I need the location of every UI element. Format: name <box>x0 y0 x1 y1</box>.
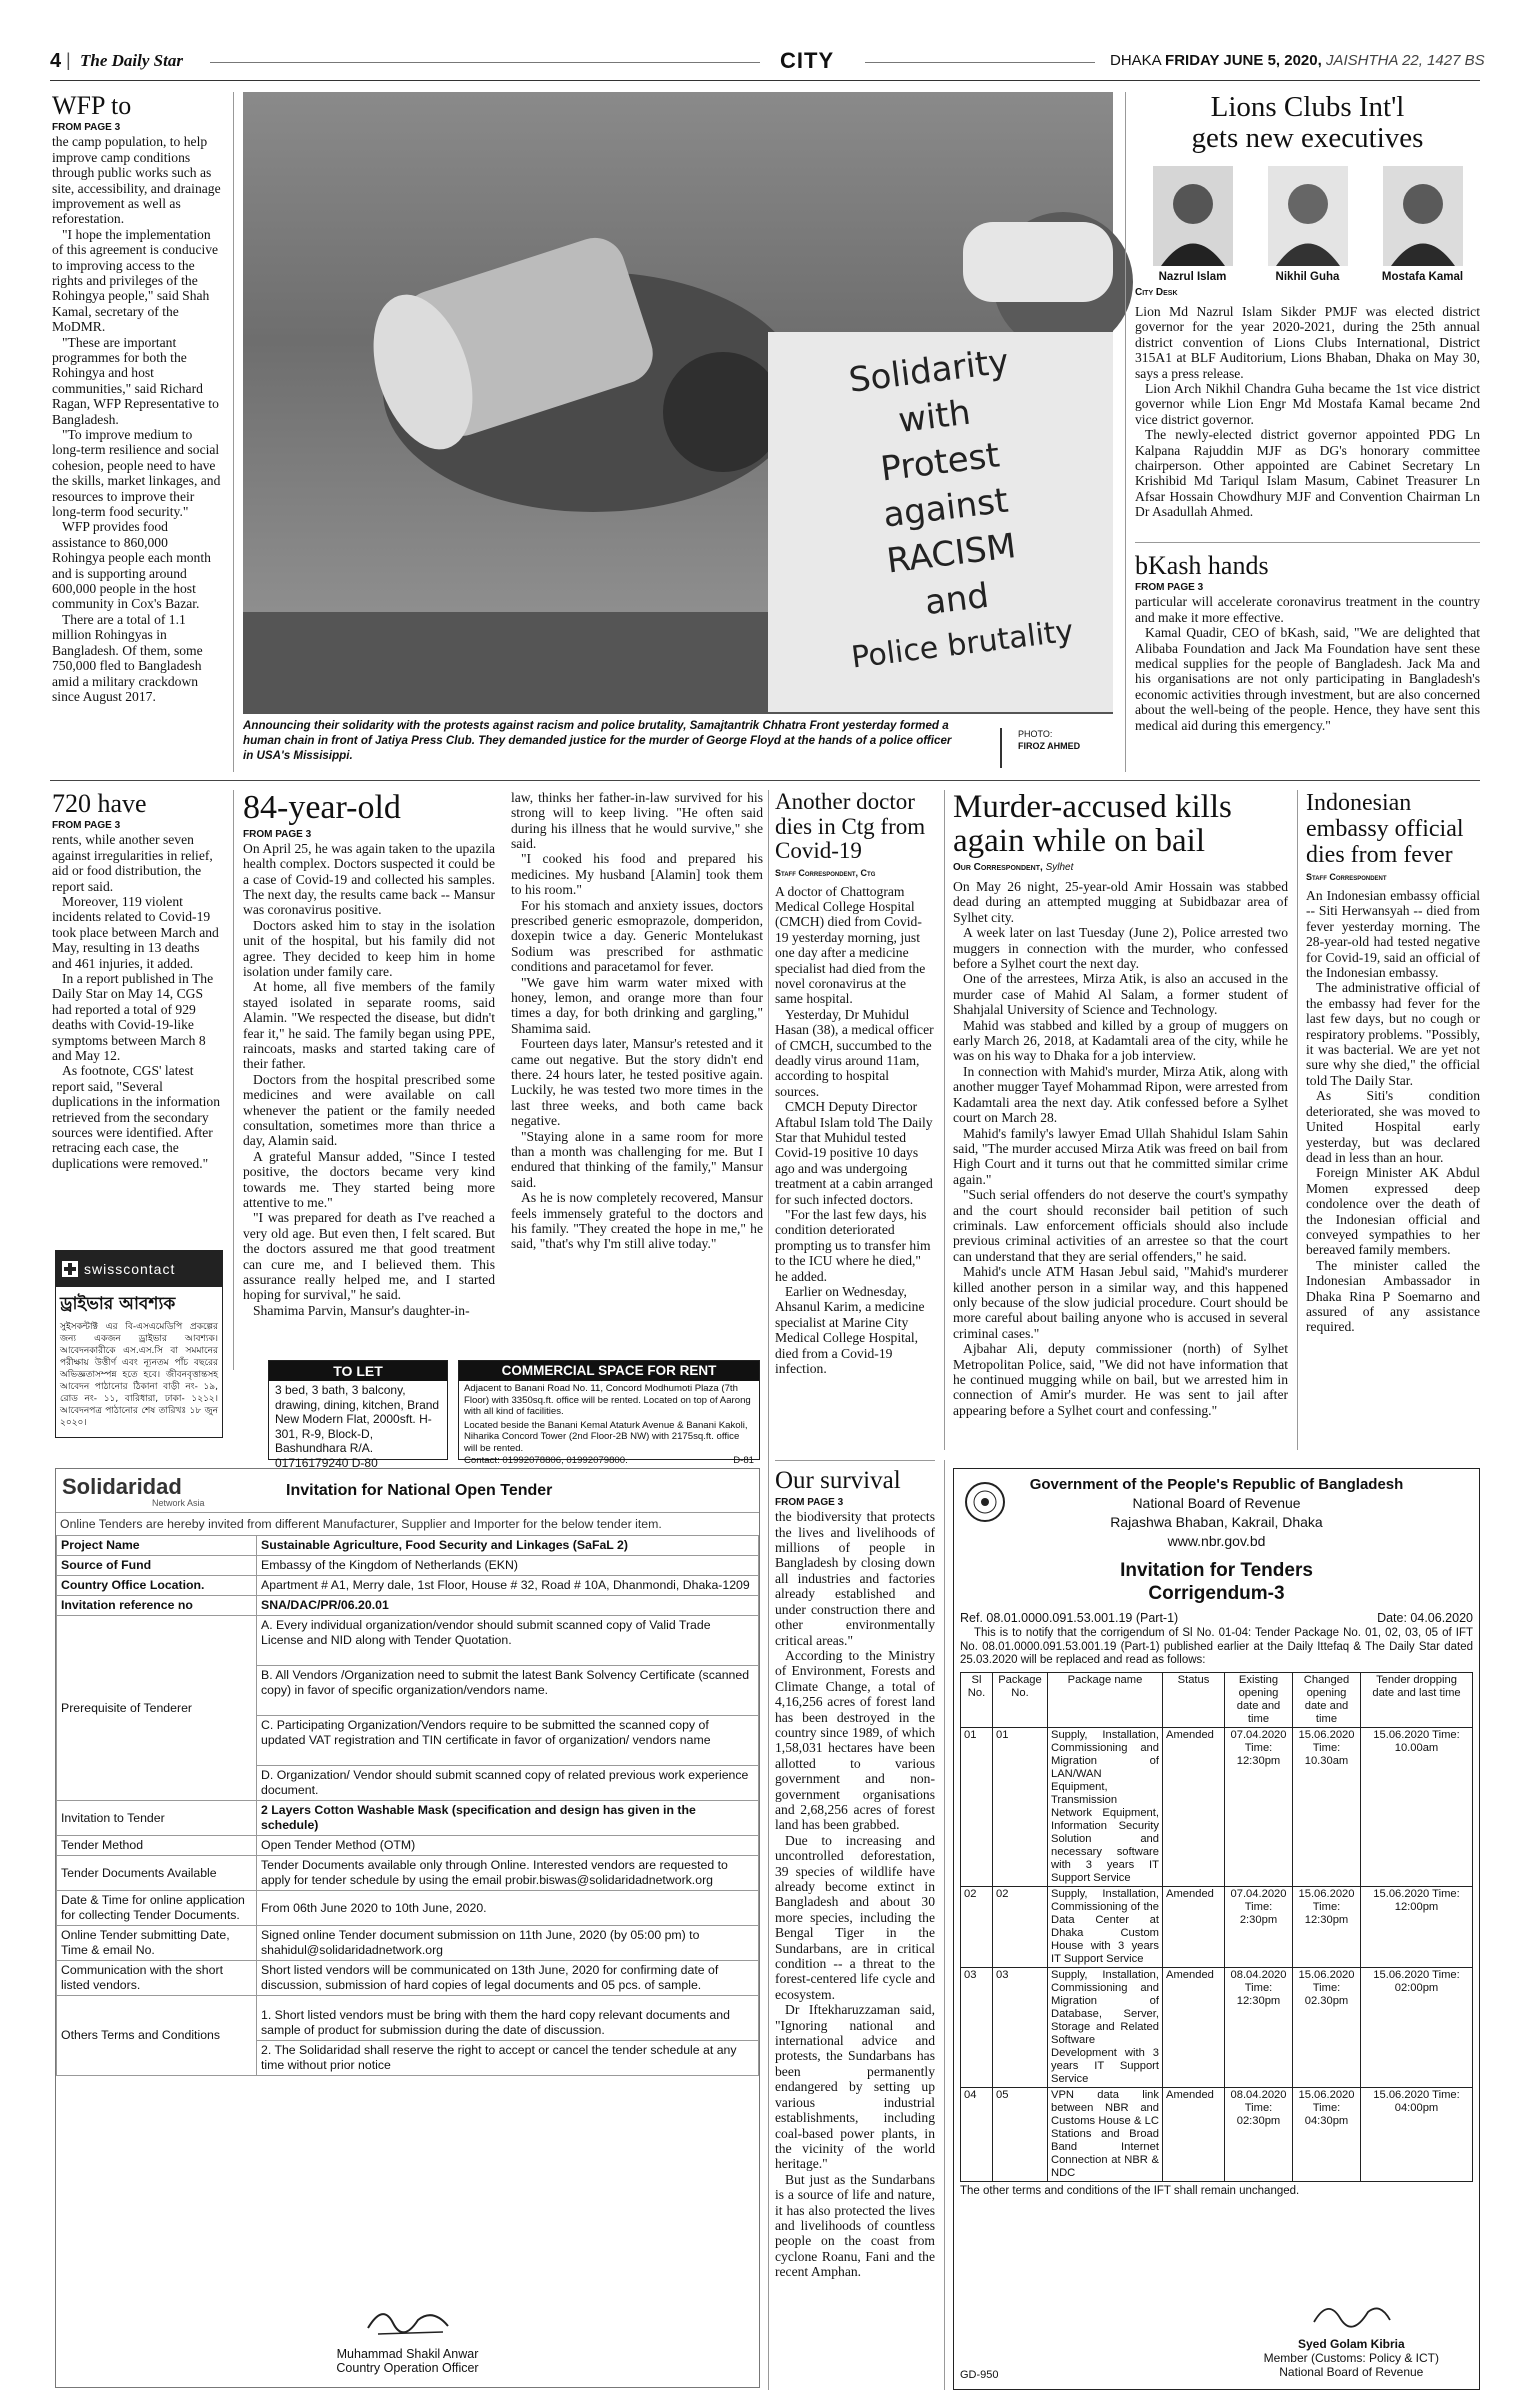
table-header-row: Sl No. Package No. Package name Status Existing opening date and time Changed opening date and time Tender dropping date and last time <box>961 1672 1473 1727</box>
indonesian-story: Indonesian embassy official dies from fever Staff Correspondent An Indonesian embassy official -- Siti Herwansyah -- died from fever yesterday morning. The 28-year-old had tested negative for Covid-19, said an official of the Indonesian embassy. The administrative official of the embassy had fever for the last few days, but no cough or respiratory problems. "Possibly, it was bacterial. We are yet not sure why she died," the official told The Daily Star. As Siti's condition deteriorated, she was moved to United Hospital early yesterday, but was declared dead in less than an hour. Foreign Minister AK Abdul Momen expressed deep condolence over the death of the Indonesian official and conveyed sympathies to her bereaved family members. The minister called the Indonesian Ambassador in Dhaka Rina P Soemarno and assured of any assistance required. <box>1306 790 1480 1335</box>
commercial-ad[interactable]: COMMERCIAL SPACE FOR RENT Adjacent to Banani Road No. 11, Concord Modhumoti Plaza (7th Floor) with 3350sq.ft. office will be rented. Located on top of Aarong with all kind of facilities. Located beside the Banani Kemal Ataturk Avenue & Banani Kakoli, Niharika Concord Tower (2nd Floor-2B NW) with 2175sq.ft. office will be rented. Contact: 01992078806, 01992079800. D-81 <box>458 1360 760 1460</box>
plus-icon <box>62 1261 78 1277</box>
indonesian-body: An Indonesian embassy official -- Siti Herwansyah -- died from fever yesterday morning. The 28-year-old had tested negative for Covid-19, said an official of the Indonesian embassy. The administrative official of the embassy had fever for the last few days, but no cough or respiratory problems. "Possibly, it was bacterial. We are yet not sure why she died," the official told The Daily Star. As Siti's condition deteriorated, she was moved to United Hospital early yesterday, but was declared dead in less than an hour. Foreign Minister AK Abdul Momen expressed deep condolence over the death of the Indonesian official and conveyed sympathies to her bereaved family members. The minister called the Indonesian Ambassador in Dhaka Rina P Soemarno and assured of any assistance required. <box>1306 888 1480 1335</box>
portrait-image <box>1383 166 1463 266</box>
table-row: Others Terms and Conditions 1. Short listed vendors must be bring with them the hard copy relevant documents and sample of product for submission during the date of discussion. <box>57 1996 759 2041</box>
bkash-story: bKash hands FROM PAGE 3 particular will accelerate coronavirus treatment in the country and make it more effective. Kamal Quadir, CEO of bKash, said, "We are delighted that Alibaba Foundation and Jack Ma Foundation have sent these medical supplies for the people of Bangladesh. Jack Ma and his organisations are not only participating in Bangladesh's economic activities through investment, but are also concerned about the well-being of the people. Hence, they have sent this medical aid during this emergency." <box>1135 551 1480 733</box>
720-headline[interactable]: 720 have <box>52 789 147 818</box>
swisscontact-ad[interactable] <box>55 1250 223 1438</box>
tolet-ad[interactable]: TO LET 3 bed, 3 bath, 3 balcony, drawing, dining, kitchen, Brand New Modern Flat, 2000sft. H-301, R-9, Block-D, Bashundhara R/A. 01716179240 D-80 <box>268 1360 448 1460</box>
lions-body: Lion Md Nazrul Islam Sikder PMJF was elected district governor for the year 2020-2021, during the 25th annual district convention of Lions Clubs International, District 315A1 at BLF Auditorium, Lions Bhaban, Dhaka on May 30, says a press release. Lion Arch Nikhil Chandra Guha became the 1st vice district governor while Lion Engr Md Mostafa Kamal became 2nd vice district governor. The newly-elected district governor appointed PDG Ln Kalpana Rajuddin MJF as DG's honorary committee chairperson. Other appointed are Cabinet Secretary Ln Krishibid Md Tariqul Islam Masum, Cabinet Treasurer Ln Afsar Hossain Chowdhury MJF and Convention Chairman Ln Dr Asadullah Ahmed. <box>1135 304 1480 520</box>
84-headline[interactable]: 84-year-old <box>243 789 401 826</box>
table-row: Date & Time for online application for collecting Tender Documents. From 06th June 2020 to 10th June, 2020. <box>57 1891 759 1926</box>
portrait-nikhil[interactable]: Nikhil Guha <box>1260 166 1355 283</box>
table-row: Project Name Sustainable Agriculture, Food Security and Linkages (SaFaL 2) <box>57 1536 759 1556</box>
84-body-col1: On April 25, he was again taken to the upazila health complex. Doctors suspected it could be a case of Covid-19 and collected his samples. The next day, the results came back -- Mansur was coronavirus positive. Doctors asked him to stay in the isolation unit of the hospital, but his family did not agree. They decided to keep him in home isolation under family care. At home, all five members of the family stayed isolated in separate rooms, said Alamin. "We respected the disease, but didn't fear it," he said. The family began using PPE, raincoats, masks and started taking care of their father. Doctors from the hospital prescribed some medicines and were available on call whenever the patient or the family needed consultation, sometimes more than thrice a day, Alamin said. A grateful Mansur added, "Since I tested positive, the doctors became very kind towards me. They started being more attentive to me." "I was prepared for death as I've reached a very old age. But even then, I felt scared. But the doctors assured me that good treatment can cure me, and I believed them. This assurance really helped me, and I started hoping for survival," he said. Shamima Parvin, Mansur's daughter-in- <box>243 840 495 1318</box>
murder-headline[interactable]: Murder-accused kills again while on bail <box>953 789 1232 859</box>
table-row: Tender Method Open Tender Method (OTM) <box>57 1836 759 1856</box>
swisscontact-body: সুইসকন্টাক্ট এর বি-এসএমেডিপি প্রকল্পের জন্য একজন ড্রাইভার আবশ্যক। আবেদনকারীকে এস.এস.সি বা সমমানের পরীক্ষায় উত্তীর্ণ এবং ন্যূনতম পাঁচ বছরের অভিজ্ঞতাসম্পন্ন হতে হবে। জীবনবৃত্তান্তসহ আবেদন পাঠানোর ঠিকানা বাড়ী নং- ১৯, রোড নং- ১১, বারিধারা, ঢাকা- ১২১২। আবেদনপত্র পাঠানোর শেষ তারিখঃ ১৮ জুন ২০২০। <box>60 1322 218 1428</box>
nbr-tender-ad[interactable]: Government of the People's Republic of Bangladesh National Board of Revenue Rajashwa Bhaban, Kakrail, Dhaka www.nbr.gov.bd Invitation for Tenders Corrigendum-3 Ref. 08.01.0000.091.53.001.19 (Part-1) Date: 04.06.2020 This is to notify that the corrigendum of Sl No. 01-04: Tender Package No. 01, 02, 03, 05 of IFT No. 08.01.0000.091.53.001.19 (Part-1) published earlier at the Daily Ittefaq & The Daily Star dated 25.03.2020 will be replaced and read as follows: Sl No. Package No. Package name Status Existing opening date and time Changed opening date and time Tender dropping date and last time 01 01 Supply, Installation, Commissioning and Migration of LAN/WAN Equipment, Transmission Network Equipment, Information Security Solution and necessary software with 3 years IT Support Service Amended 07.04.2020 Time: 12:30pm 15.06.2020 Time: 10.30am 15.06.2020 Time: 10.00am 02 02 Supply, Installation, Commissioning of the Data Center at Dhaka Custom House with 3 years IT Support Service Amended 07.04.2020 Time: 2:30pm 15.06.2020 Time: 12:30pm 15.06.2020 Time: 12:00pm 03 03 Supply, Installation, Commissioning and Migration of Database, Server, Storage and Related Software Development with 3 years IT Support Service Amended 08.04.2020 Time: 12:30pm 15.06.2020 Time: 02.30pm 15.06.2020 Time: 02:00pm 04 05 VPN data link between NBR and Customs House & LC Stations and Broad Band Internet Connection at NBR & NDC Amended 08.04.2020 Time: 02:30pm 15.06.2020 Time: 04:30pm 15.06.2020 Time: 04:00pm The other terms and conditions of the IFT shall remain unchanged. Syed Golam Kibria Member (Customs: Policy & ICT) National Board of Revenue GD-950 <box>953 1468 1480 2390</box>
government-seal-icon <box>964 1481 1006 1523</box>
table-row: Invitation to Tender 2 Layers Cotton Washable Mask (specification and design has given in the schedule) <box>57 1801 759 1836</box>
tender-header: Solidaridad Network Asia Invitation for National Open Tender <box>56 1469 759 1513</box>
tender-table <box>56 1535 759 2076</box>
doctor-headline[interactable]: Another doctor dies in Ctg from Covid-19 <box>775 789 926 863</box>
84-story: 84-year-old FROM PAGE 3 On April 25, he was again taken to the upazila health complex. Doctors suspected it could be a case of Covid-19 and collected his samples. The next day, the results came back -- Mansur was coronavirus positive. Doctors asked him to stay in the isolation unit of the hospital, but his family did not agree. They decided to keep him in home isolation under family care. At home, all five members of the family stayed isolated in separate rooms, said Alamin. "We respected the disease, but didn't fear it," he said. The family began using PPE, raincoats, masks and started taking care of their father. Doctors from the hospital prescribed some medicines and were available on call whenever the patient or the family needed consultation, sometimes more than thrice a day, Alamin said. A grateful Mansur added, "Since I tested positive, the doctors became very kind towards me. They started being more attentive to me." "I was prepared for death as I've reached a very old age. But even then, I felt scared. But the doctors assured me that good treatment can cure me, and I believed them. This assurance really helped me, and I started hoping for survival," he said. Shamima Parvin, Mansur's daughter-in- law, thinks her father-in-law survived for his strong will to keep living. "He often said during his illness that he would survive," she said. "I cooked his food and prepared his medicines. My husband [Alamin] took them to his room." For his stomach and anxiety issues, doctors prescribed generic esmoprazole, domperidon, doxepin twice a day. Generic Montelukast Sodium was prescribed for asthmatic conditions and paracetamol for fever. "We gave him warm water mixed with honey, lemon, and orange more than four times a day, for both drinking and gargling," Shamima said. Fourteen days later, Mansur's retested and it came out negative. But the story didn't end there. 24 hours later, he tested positive again. Luckily, he was tested two more times in the last three weeks, and both came back negative. "Staying alone in a same room for more than a month was challenging for me. But I endured that thinking of the family," Mansur said. As he is now completely recovered, Mansur feels immensely grateful to the doctors and his family. "They created the hope in me," he said, "that's why I'm still alive today." <box>243 789 763 1318</box>
photo-credit: PHOTO: FIROZ AHMED <box>1000 728 1110 768</box>
table-row: 01 01 Supply, Installation, Commissioning and Migration of LAN/WAN Equipment, Transmission Network Equipment, Information Security Solution and necessary software with 3 years IT Support Service Amended 07.04.2020 Time: 12:30pm 15.06.2020 Time: 10.30am 15.06.2020 Time: 10.00am <box>961 1727 1473 1886</box>
survival-body: the biodiversity that protects the lives and livelihoods of millions of people in Bangladesh by closing down all industries and factories already established and under construction there and other environmentally critical areas." According to the Ministry of Environment, Forests and Climate Change, a total of 4,16,256 acres of forest land has been destroyed in the country since 1989, of which 1,58,031 hectares have been allotted to various government and non-government organisations and 2,68,256 acres of forest land has been grabbed. Due to increasing and uncontrolled deforestation, 39 species of wildlife have already become extinct in Bangladesh and about 30 more species, including the Bengal Tiger in the Sundarbans, are in critical condition -- a threat to the forest-centered life cycle and ecosystem. Dr Iftekharuzzaman said, "Ignoring national and international advice and protests, the Sundarbans has been permanently endangered by setting up various industrial establishments, including coal-based power plants, in the vicinity of the world heritage." But just as the Sundarbans is a source of life and nature, it has also protected the lives and livelihoods of countless people on the coast from cyclone Roanu, Fani and the recent Amphan. <box>775 1509 935 2280</box>
signature-graphic <box>358 2298 458 2342</box>
nbr-header: Government of the People's Republic of Bangladesh National Board of Revenue Rajashwa Bhaban, Kakrail, Dhaka www.nbr.gov.bd Invitation for Tenders Corrigendum-3 <box>960 1475 1473 1605</box>
table-row: 03 03 Supply, Installation, Commissioning and Migration of Database, Server, Storage and Related Software Development with 3 years IT Support Service Amended 08.04.2020 Time: 12:30pm 15.06.2020 Time: 02.30pm 15.06.2020 Time: 02:00pm <box>961 1967 1473 2087</box>
nbr-table <box>960 1672 1473 2182</box>
table-row: C. Participating Organization/Vendors require to be submitted the scanned copy of updated VAT registration and TIN certificate in favor of organization/ vendors name <box>57 1716 759 1766</box>
lions-headline[interactable]: Lions Clubs Int'l gets new executives <box>1191 91 1424 154</box>
placard: Solidarity with Protest against RACISM and Police brutality <box>846 341 1076 676</box>
table-row: Prerequisite of Tenderer A. Every individual organization/vendor should submit scanned copy of Valid Trade License and NID along with Tender Quotation. <box>57 1616 759 1666</box>
tender-heading: Invitation for National Open Tender <box>286 1481 553 1499</box>
table-row: B. All Vendors /Organization need to submit the latest Bank Solvency Certificate (scanned copy) in favor of specific organization/vendors name. <box>57 1666 759 1716</box>
table-row: Country Office Location. Apartment # A1, Merry dale, 1st Floor, House # 32, Road # 10A, Dhanmondi, Dhaka-1209 <box>57 1576 759 1596</box>
table-row: Invitation reference no SNA/DAC/PR/06.20.01 <box>57 1596 759 1616</box>
table-row: 02 02 Supply, Installation, Commissioning of the Data Center at Dhaka Custom House with 3 years IT Support Service Amended 07.04.2020 Time: 2:30pm 15.06.2020 Time: 12:30pm 15.06.2020 Time: 12:00pm <box>961 1886 1473 1967</box>
table-row: Communication with the short listed vendors. Short listed vendors will be communicated on 13th June, 2020 for confirming date of discussion, submission of hard copies of legal documents and 05 pcs. of sample. <box>57 1961 759 1996</box>
paper-name[interactable]: The Daily Star <box>80 51 183 70</box>
doctor-story: Another doctor dies in Ctg from Covid-19 Staff Correspondent, Ctg A doctor of Chattogram Medical College Hospital (CMCH) died from Covid-19 yesterday morning, just one day after a medicine specialist had died from the novel coronavirus at the same hospital. Yesterday, Dr Muhidul Hasan (38), a medical officer of CMCH, succumbed to the deadly virus around 11am, according to hospital sources. CMCH Deputy Director Aftabul Islam told The Daily Star that Muhidul tested Covid-19 positive 10 days ago and was undergoing treatment at a cabin arranged for such infected doctors. "For the last few days, his condition deteriorated prompting us to transfer him to the ICU where he died," he added. Earlier on Wednesday, Ahsanul Karim, a medicine specialist at Marine City Medical College Hospital, died from a Covid-19 infection. <box>775 789 934 1377</box>
doctor-body: A doctor of Chattogram Medical College Hospital (CMCH) died from Covid-19 yesterday morning, just one day after a medicine specialist had died from the novel coronavirus at the same hospital. Yesterday, Dr Muhidul Hasan (38), a medical officer of CMCH, succumbed to the deadly virus around 11am, according to hospital sources. CMCH Deputy Director Aftabul Islam told The Daily Star that Muhidul tested Covid-19 positive 10 days ago and was undergoing treatment at a cabin arranged for such infected doctors. "For the last few days, his condition deteriorated prompting us to transfer him to the ICU where he died," he added. Earlier on Wednesday, Ahsanul Karim, a medicine specialist at Marine City Medical College Hospital, died from a Covid-19 infection. <box>775 883 934 1377</box>
bkash-headline[interactable]: bKash hands <box>1135 551 1269 580</box>
dateline: DHAKA FRIDAY JUNE 5, 2020, JAISHTHA 22, 1427 BS <box>1110 52 1485 69</box>
indonesian-headline[interactable]: Indonesian embassy official dies from fever <box>1306 790 1464 868</box>
protest-photo[interactable] <box>243 92 1113 714</box>
lions-story: Lions Clubs Int'l gets new executives Nazrul Islam Nikhil Guha Mostafa Kamal City Desk Lion Md Nazrul Islam Sikder PMJF was elected district governor for the year 2020-2021, during the 25th annual district convention of Lions Clubs International, District 315A1 at BLF Auditorium, Lions Bhaban, Dhaka on May 30, says a press release. Lion Arch Nikhil Chandra Guha became the 1st vice district governor while Lion Engr Md Mostafa Kamal became 2nd vice district governor. The newly-elected district governor appointed PDG Ln Kalpana Rajuddin MJF as DG's honorary committee chairperson. Other appointed are Cabinet Secretary Ln Krishibid Md Tariqul Islam Masum, Cabinet Treasurer Ln Afsar Hossain Chowdhury MJF and Convention Chairman Ln Dr Asadullah Ahmed. <box>1135 91 1480 520</box>
photo-caption: Announcing their solidarity with the protests against racism and police brutality, Samajtantrik Chhatra Front yesterday formed a human chain in front of Jatiya Press Club. They demanded justice for the murder of George Floyd at the hands of a police officer in USA's Missisippi. <box>243 719 952 762</box>
table-row: 04 05 VPN data link between NBR and Customs House & LC Stations and Broad Band Internet Connection at NBR & NDC Amended 08.04.2020 Time: 02:30pm 15.06.2020 Time: 04:30pm 15.06.2020 Time: 04:00pm <box>961 2087 1473 2181</box>
survival-story: Our survival FROM PAGE 3 the biodiversity that protects the lives and livelihoods of millions of people in Bangladesh by closing down all industries and factories already established and under construction there and other environmentally critical areas." According to the Ministry of Environment, Forests and Climate Change, a total of 4,16,256 acres of forest land has been destroyed in the country since 1989, of which 1,58,031 hectares have been allotted to various government and non-government organisations and 2,68,256 acres of forest land has been grabbed. Due to increasing and uncontrolled deforestation, 39 species of wildlife have already become extinct in Bangladesh and about 30 more species, including the Bengal Tiger in the Sundarbans, are in critical condition -- a threat to the forest-centered life cycle and ecosystem. Dr Iftekharuzzaman said, "Ignoring national and international advice and protests, the Sundarbans has been permanently endangered by setting up various industrial establishments, including coal-based power plants, in the vicinity of the world heritage." But just as the Sundarbans is a source of life and nature, it has also protected the lives and livelihoods of countless people on the coast from cyclone Roanu, Fani and the recent Amphan. <box>775 1467 935 2280</box>
portrait-mostafa[interactable]: Mostafa Kamal <box>1375 166 1470 283</box>
tender-signature: Muhammad Shakil Anwar Country Operation Officer <box>56 2298 759 2375</box>
masthead: 4 | The Daily Star CITY DHAKA FRIDAY JUNE 5, 2020, JAISHTHA 22, 1427 BS <box>50 48 1485 73</box>
portrait-image <box>1268 166 1348 266</box>
signature-graphic <box>1306 2294 1396 2334</box>
table-row: Tender Documents Available Tender Documents available only through Online. Interested vendors are requested to apply for tender schedule by using the email probir.biswas@solidaridadnetwork.org <box>57 1856 759 1891</box>
table-row: Online Tender submitting Date, Time & email No. Signed online Tender document submission on 11th June, 2020 (by 05:00 pm) to shahidul@solidaridadnetwork.org <box>57 1926 759 1961</box>
table-row: 2. The Solidaridad shall reserve the right to accept or cancel the tender schedule at any time without prior notice <box>57 2041 759 2076</box>
swisscontact-title: ড্রাইভার আবশ্যক <box>60 1294 176 1314</box>
table-row: D. Organization/ Vendor should submit scanned copy of related previous work experience document. <box>57 1766 759 1801</box>
wfp-story: WFP to FROM PAGE 3 the camp population, to help improve camp conditions through public works such as site, accessibility, and drainage improvement as well as reforestation. "I hope the implementation of this agreement is conducive to improving access to the rights and privileges of the Rohingya people," said Shah Kamal, secretary of the MoDMR. "These are important programmes for both the Rohingya and host communities," said Richard Ragan, WFP Representative to Bangladesh. "To improve medium to long-term resilience and social cohesion, people need to have the skills, market linkages, and resources to improve their long-term food security." WFP provides food assistance to 860,000 Rohingya people each month and is supporting around 600,000 people in the host community in Cox's Bazar. There are a total of 1.1 million Rohingyas in Bangladesh. Of them, some 750,000 fled to Bangladesh amid a military crackdown since August 2017. <box>52 91 221 704</box>
table-row: Source of Fund Embassy of the Kingdom of Netherlands (EKN) <box>57 1556 759 1576</box>
wfp-headline[interactable]: WFP to <box>52 91 132 120</box>
lions-portraits <box>1135 166 1480 283</box>
nbr-signature: Syed Golam Kibria Member (Customs: Policy & ICT) National Board of Revenue <box>1264 2294 1439 2379</box>
wfp-body: the camp population, to help improve camp conditions through public works such as site, accessibility, and drainage improvement as well as reforestation. "I hope the implementation of this agreement is conducive to improving access to the rights and privileges of the Rohingya people," said Shah Kamal, secretary of the MoDMR. "These are important programmes for both the Rohingya and host communities," said Richard Ragan, WFP Representative to Bangladesh. "To improve medium to long-term resilience and social cohesion, people need to have the skills, market linkages, and resources to improve their long-term food security." WFP provides food assistance to 860,000 Rohingya people each month and is supporting around 600,000 people in the host community in Cox's Bazar. There are a total of 1.1 million Rohingyas in Bangladesh. Of them, some 750,000 fled to Bangladesh amid a military crackdown since August 2017. <box>52 134 221 704</box>
solidaridad-tender-ad[interactable]: Solidaridad Network Asia Invitation for National Open Tender Online Tenders are hereby invited from different Manufacturer, Supplier and Importer for the below tender item. Project Name Sustainable Agriculture, Food Security and Linkages (SaFaL 2) Source of Fund Embassy of the Kingdom of Netherlands (EKN) Country Office Location. Apartment # A1, Merry dale, 1st Floor, House # 32, Road # 10A, Dhanmondi, Dhaka-1209 Invitation reference no SNA/DAC/PR/06.20.01 Prerequisite of Tenderer A. Every individual organization/vendor should submit scanned copy of Valid Trade License and NID along with Tender Quotation. B. All Vendors /Organization need to submit the latest Bank Solvency Certificate (scanned copy) in favor of specific organization/vendors name. C. Participating Organization/Vendors require to be submitted the scanned copy of updated VAT registration and TIN certificate in favor of organization/ vendors name D. Organization/ Vendor should submit scanned copy of related previous work experience document. Invitation to Tender 2 Layers Cotton Washable Mask (specification and design has given in the schedule) Tender Method Open Tender Method (OTM) Tender Documents Available Tender Documents available only through Online. Interested vendors are requested to apply for tender schedule by using the email probir.biswas@solidaridadnetwork.org Date & Time for online application for collecting Tender Documents. From 06th June 2020 to 10th June, 2020. Online Tender submitting Date, Time & email No. Signed online Tender document submission on 11th June, 2020 (by 05:00 pm) to shahidul@solidaridadnetwork.org Communication with the short listed vendors. Short listed vendors will be communicated on 13th June, 2020 for confirming date of discussion, submission of hard copies of legal documents and 05 pcs. of sample. Others Terms and Conditions 1. Short listed vendors must be bring with them the hard copy relevant documents and sample of product for submission during the date of discussion. 2. The Solidaridad shall reserve the right to accept or cancel the tender schedule at any time without prior notice Muhammad Shakil Anwar Country Operation Officer <box>55 1468 760 2388</box>
720-story: 720 have FROM PAGE 3 rents, while another seven against irregularities in relief, aid or food distribution, the report said. Moreover, 119 violent incidents related to Covid-19 took place between March and May, resulting in 13 deaths and 461 injuries, it added. In a report published in The Daily Star on May 14, CGS had reported a total of 929 deaths with Covid-19-like symptoms between March 8 and May 12. As footnote, CGS' latest report said, "Several duplications in the information retrieved from the secondary sources were identified. After retracing each case, the duplications were removed." <box>52 789 221 1171</box>
page-number: 4 <box>50 50 62 72</box>
portrait-image <box>1153 166 1233 266</box>
survival-headline[interactable]: Our survival <box>775 1467 901 1494</box>
solidaridad-logo: Solidaridad <box>62 1473 182 1499</box>
swisscontact-logo: swisscontact <box>56 1251 222 1287</box>
section-name: CITY <box>780 48 835 73</box>
720-body: rents, while another seven against irregularities in relief, aid or food distribution, the report said. Moreover, 119 violent incidents related to Covid-19 took place between March and May, resulting in 13 deaths and 461 injuries, it added. In a report published in The Daily Star on May 14, CGS had reported a total of 929 deaths with Covid-19-like symptoms between March 8 and May 12. As footnote, CGS' latest report said, "Several duplications in the information retrieved from the secondary sources were identified. After retracing each case, the duplications were removed." <box>52 832 221 1171</box>
murder-story: Murder-accused kills again while on bail Our Correspondent, Sylhet On May 26 night, 25-year-old Amir Hossain was stabbed dead during an attempted mugging at Subidbazar area of Sylhet city. A week later on last Tuesday (June 2), Police arrested two muggers in connection with the murder, who confessed before a Sylhet court the next day. One of the arrestees, Mirza Atik, is also an accused in the murder case of Mahid Al Salam, a former student of Shahjalal University of Science and Technology. Mahid was stabbed and killed by a group of muggers on early March 26, 2018, at Kadamtali area of the city, while he was on his way to Dhaka for a job interview. In connection with Mahid's murder, Mirza Atik, along with another mugger Tayef Mohammad Ripon, were arrested from Kadamtali area the next day. Atik confessed before a Sylhet court on March 28. Mahid's family's lawyer Emad Ullah Shahidul Islam Sahin said, "The murder accused Mirza Atik was freed on bail from High Court and it turns out that he committed similar crime again." "Such serial offenders do not deserve the court's sympathy and the court should reconsider bail petition of such criminals. Law enforcement officials should also include previous criminal activities of an arrestee so that the court can understand that they are serial offenders," he said. Mahid's uncle ATM Hasan Jebul said, "Mahid's murderer killed another person in a similar way, and this happened only because of the slow judicial procedure. Court should be more careful about bailing anyone who is accused in several criminal cases." Ajbahar Ali, deputy commissioner (north) of Sylhet Metropolitan Police, said, "We did not have information that he continued mugging while on bail, but we arrested him in connection of Amir's murder. He was sent to jail after appearing before a Sylhet court and confessing." <box>953 789 1288 1418</box>
portrait-nazrul[interactable]: Nazrul Islam <box>1145 166 1240 283</box>
84-body-col2: law, thinks her father-in-law survived for his strong will to keep living. "He often said during his illness that he would survive," she said. "I cooked his food and prepared his medicines. My husband [Alamin] took them to his room." For his stomach and anxiety issues, doctors prescribed generic esmoprazole, domperidon, doxepin twice a day. Generic Montelukast Sodium was prescribed for asthmatic conditions and paracetamol for fever. "We gave him warm water mixed with honey, lemon, and orange more than four times a day, for both drinking and gargling," Shamima said. Fourteen days later, Mansur's retested and it came out negative. But the story didn't end there. 24 hours later, he tested positive again. Luckily, he was tested two more times in the last three weeks, and both came back negative. "Staying alone in a same room for more than a month was challenging for me. But I endured that thinking of the family," Mansur said. As he is now completely recovered, Mansur feels immensely grateful to the doctors and his family. "They created the hope in me," he said, "that's why I'm still alive today." <box>511 789 763 1252</box>
murder-body: On May 26 night, 25-year-old Amir Hossain was stabbed dead during an attempted mugging at Subidbazar area of Sylhet city. A week later on last Tuesday (June 2), Police arrested two muggers in connection with the murder, who confessed before a Sylhet court the next day. One of the arrestees, Mirza Atik, is also an accused in the murder case of Mahid Al Salam, a former student of Shahjalal University of Science and Technology. Mahid was stabbed and killed by a group of muggers on early March 26, 2018, at Kadamtali area of the city, while he was on his way to Dhaka for a job interview. In connection with Mahid's murder, Mirza Atik, along with another mugger Tayef Mohammad Ripon, were arrested from Kadamtali area the next day. Atik confessed before a Sylhet court on March 28. Mahid's family's lawyer Emad Ullah Shahidul Islam Sahin said, "The murder accused Mirza Atik was freed on bail from High Court and it turns out that he committed similar crime again." "Such serial offenders do not deserve the court's sympathy and the court should reconsider bail petition of such criminals. Law enforcement officials should also include previous criminal activities of an arrestee so that the court can understand that they are serial offenders," he said. Mahid's uncle ATM Hasan Jebul said, "Mahid's murderer killed another person in a similar way, and this happened only because of the slow judicial procedure. Court should be more careful about bailing anyone who is accused in several criminal cases." Ajbahar Ali, deputy commissioner (north) of Sylhet Metropolitan Police, said, "We did not have information that he continued mugging while on bail, but we arrested him in connection of Amir's murder. He was sent to jail after appearing before a Sylhet court and confessing." <box>953 879 1288 1418</box>
bkash-body: particular will accelerate coronavirus treatment in the country and make it more effective. Kamal Quadir, CEO of bKash, said, "We are delighted that Alibaba Foundation and Jack Ma Foundation have sent these medical supplies for the people of Bangladesh. Jack Ma and his organisations are not only participating in Bangladesh's economic activities through investment, but are also concerned about the well-being of the people. Hence, they have sent this medical aid during this emergency." <box>1135 594 1480 733</box>
